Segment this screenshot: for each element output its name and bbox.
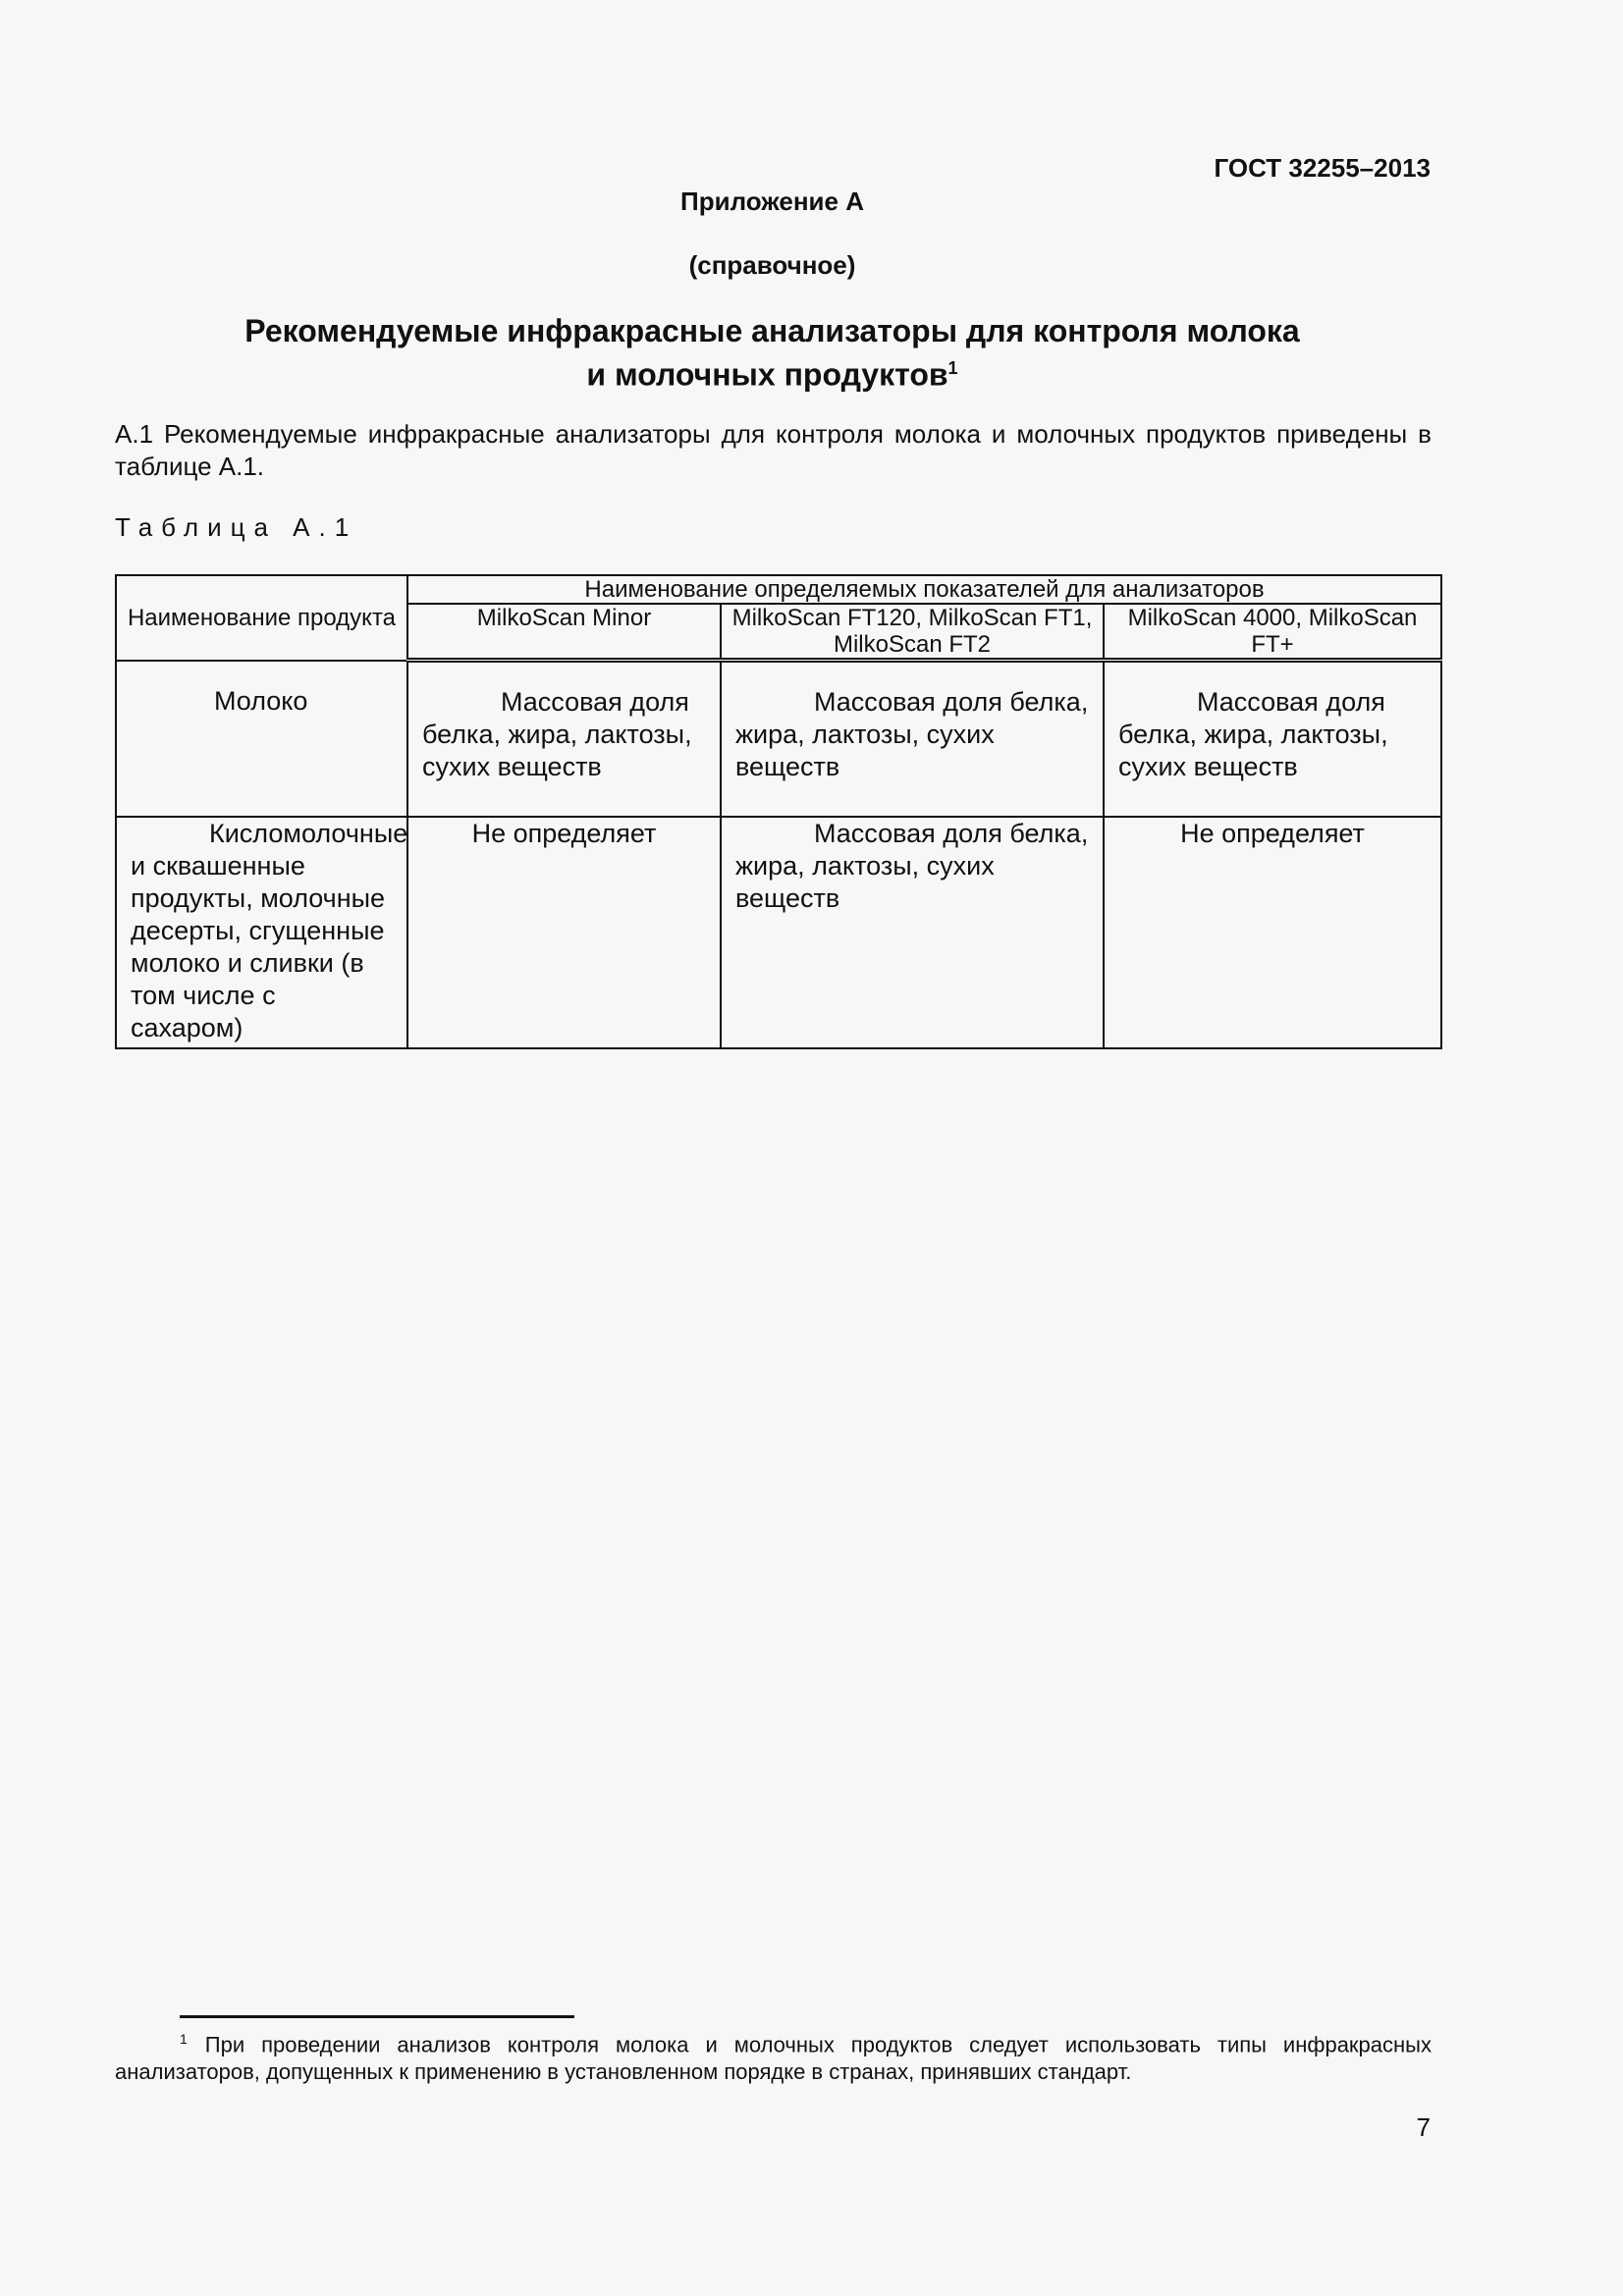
table-header-row-1 bbox=[116, 575, 1441, 604]
main-heading bbox=[0, 312, 1544, 394]
main-heading-line2 bbox=[0, 349, 1544, 394]
value-cell: Не определяет bbox=[1104, 817, 1441, 1048]
footnote-ref: 1 bbox=[947, 358, 958, 378]
analyzers-table bbox=[115, 574, 1442, 1049]
appendix-kind: (справочное) bbox=[688, 250, 856, 280]
value-cell: Массовая доля белка, жира, лактозы, сухих веществ bbox=[721, 661, 1104, 818]
analyzer-column-header: MilkoScan Minor bbox=[407, 604, 721, 661]
table-row bbox=[116, 817, 1441, 1048]
product-cell: Кисломолочные и сквашенные продукты, молочные десерты, сгущенные молоко и сливки (в том числе с сахаром) bbox=[116, 817, 407, 1048]
value-cell: Массовая доля белка, жира, лактозы, сухих веществ bbox=[407, 661, 721, 818]
analyzer-column-header: MilkoScan 4000, MilkoScan FT+ bbox=[1104, 604, 1441, 661]
intro-paragraph: А.1 Рекомендуемые инфракрасные анализаторы для контроля молока и молочных продуктов приведены в таблице А.1. bbox=[115, 419, 1432, 481]
footnote-text: При проведении анализов контроля молока и молочных продуктов следует использовать типы инфракрасных анализаторов, допущенных к применению в установленном порядке в странах, принявших стандарт. bbox=[115, 2032, 1432, 2085]
footnote bbox=[115, 2025, 1432, 2086]
value-cell: Не определяет bbox=[407, 817, 721, 1048]
value-cell: Массовая доля белка, жира, лактозы, сухих веществ bbox=[721, 817, 1104, 1048]
product-cell: Молоко bbox=[116, 661, 407, 818]
main-heading-line2-text: и молочных продуктов bbox=[586, 356, 948, 393]
analyzer-column-header: MilkoScan FT120, MilkoScan FT1, MilkoScan FT2 bbox=[721, 604, 1104, 661]
table-row bbox=[116, 661, 1441, 818]
footnote-marker: 1 bbox=[180, 2031, 188, 2047]
indicators-header: Наименование определяемых показателей для анализаторов bbox=[407, 575, 1441, 604]
main-heading-line1: Рекомендуемые инфракрасные анализаторы для контроля молока bbox=[244, 313, 1300, 348]
footnote-divider bbox=[180, 2015, 574, 2018]
table-caption: Таблица А.1 bbox=[115, 512, 358, 542]
page-number: 7 bbox=[1416, 2112, 1431, 2142]
document-code: ГОСТ 32255–2013 bbox=[1214, 153, 1431, 183]
product-header: Наименование продукта bbox=[116, 575, 407, 661]
appendix-title: Приложение А bbox=[680, 187, 864, 216]
value-cell: Массовая доля белка, жира, лактозы, сухих веществ bbox=[1104, 661, 1441, 818]
